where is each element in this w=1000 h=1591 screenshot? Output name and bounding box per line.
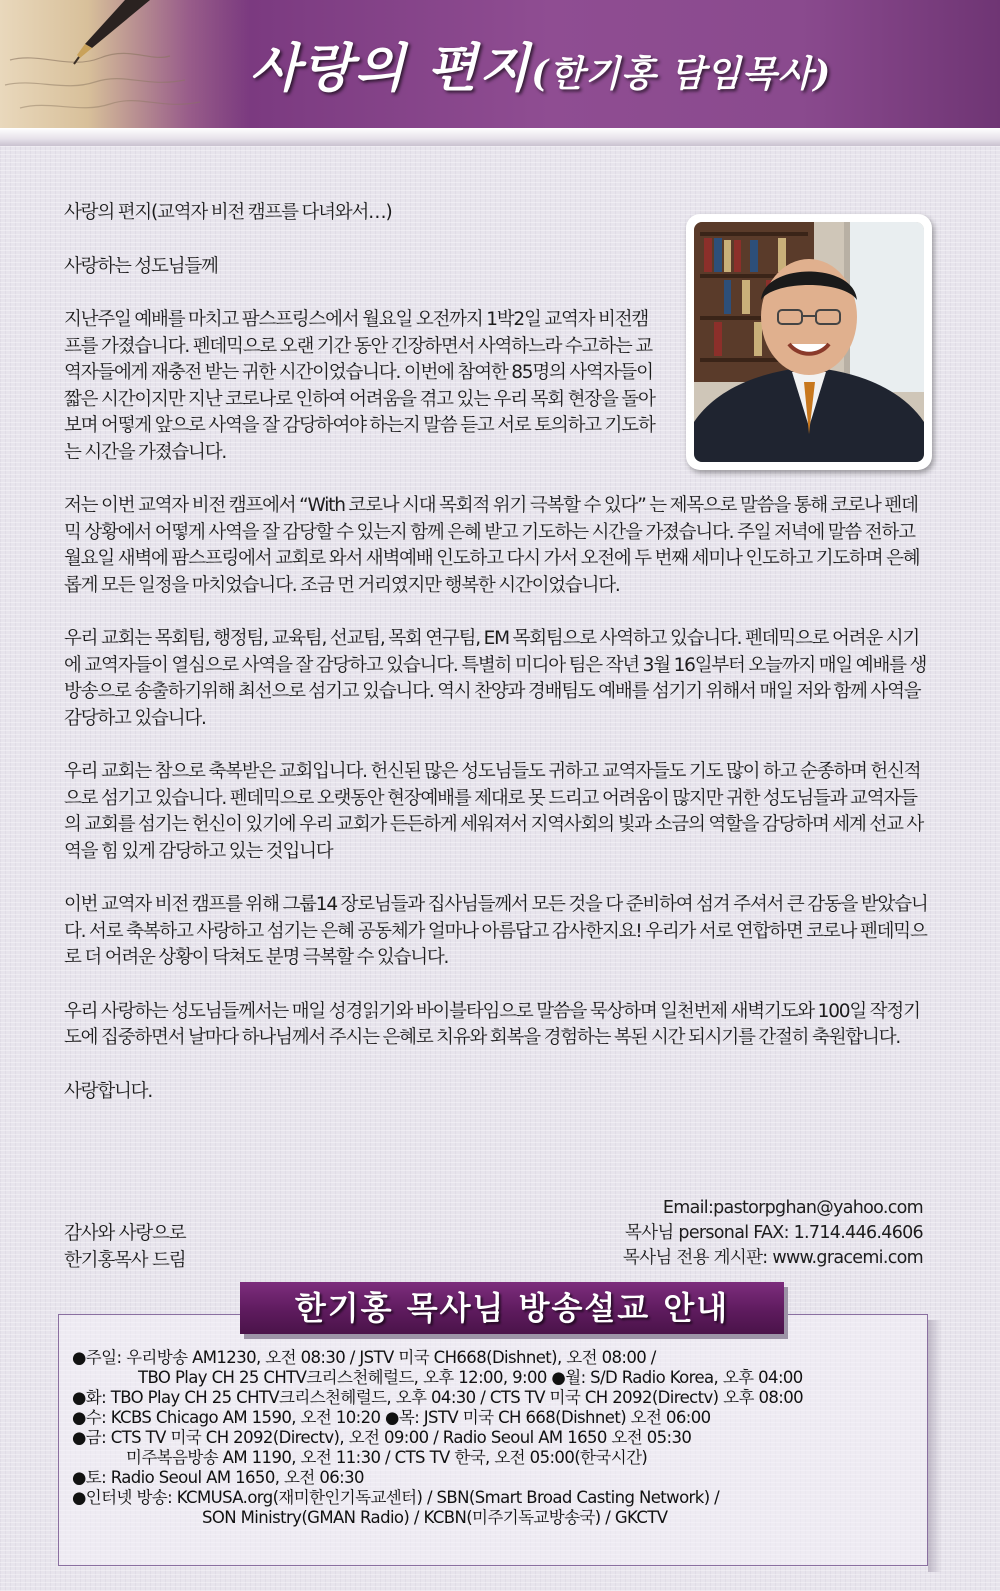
broadcast-line-tuesday: ●화: TBO Play CH 25 CHTV크리스천헤럴드, 오후 04:30 / CTS TV 미국 CH 2092(Directv) 오후 08:00 <box>72 1388 804 1407</box>
contact-info <box>623 1196 923 1271</box>
letter-paragraph: 저는 이번 교역자 비전 캠프에서 “With 코로나 시대 목회적 위기 극복할 수 있다” 는 제목으로 말씀을 통해 코로나 펜데믹 상황에서 어떻게 사역을 잘 감당할 수 있는지 함께 은혜 받고 기도하는 시간을 가졌습니다. 주일 저녁에 말씀 전하고 월요일 새벽에 팜스프링에서 교회로 와서 새벽예배 인도하고 다시 가서 오전에 두 번째 세미나 인도하고 기도하며 은혜롭게 모든 일정을 마치었습니다. 조금 먼 거리였지만 행복한 시간이었습니다. <box>64 495 920 596</box>
letter-paragraph: 우리 사랑하는 성도님들께서는 매일 성경읽기와 바이블타임으로 말씀을 묵상하며 일천번제 새벽기도와 100일 작정기도에 집중하면서 날마다 하나님께서 주시는 은혜로 치유와 회복을 경험하는 복된 시간 되시기를 간절히 축원합니다. <box>64 1000 920 1048</box>
letter-closing: 사랑합니다. <box>64 1080 153 1102</box>
broadcast-schedule-list <box>72 1348 922 1528</box>
header-pen-photo <box>0 0 250 128</box>
broadcast-box-shadow <box>928 1320 942 1572</box>
page-title-main: 사랑의 편지 <box>250 38 532 99</box>
letter-body <box>64 200 932 1105</box>
letter-signature <box>64 1221 185 1274</box>
broadcast-line-friday: ●금: CTS TV 미국 CH 2092(Directv), 오전 09:00 / Radio Seoul AM 1650 오전 05:30 <box>72 1428 692 1447</box>
pastor-portrait-image <box>694 222 924 462</box>
page-title <box>250 26 831 101</box>
fountain-pen-icon <box>30 0 150 70</box>
broadcast-line-sunday: ●주일: 우리방송 AM1230, 오전 08:30 / JSTV 미국 CH668(Dishnet), 오전 08:00 / <box>72 1348 656 1367</box>
broadcast-line-internet: ●인터넷 방송: KCMUSA.org(재미한인기독교센터) / SBN(Smart Broad Casting Network) / <box>72 1488 720 1507</box>
letter-paragraph: 이번 교역자 비전 캠프를 위해 그룹14 장로님들과 집사님들께서 모든 것을 다 준비하여 섬겨 주셔서 큰 감동을 받았습니다. 서로 축복하고 사랑하고 섬기는 은혜 공동체가 얼마나 아름답고 감사한지요! 우리가 서로 연합하면 코로나 펜데믹으로 더 어려운 상황이 닥쳐도 분명 극복할 수 있습니다. <box>64 894 928 968</box>
contact-fax: 목사님 personal FAX: 1.714.446.4606 <box>624 1223 923 1243</box>
header-banner <box>0 0 1000 128</box>
letter-heading: 사랑의 편지(교역자 비전 캠프를 다녀와서…) <box>64 202 392 223</box>
contact-board: 목사님 전용 게시판: www.gracemi.com <box>622 1248 923 1268</box>
letter-paragraph: 우리 교회는 목회팀, 행정팀, 교육팀, 선교팀, 목회 연구팀, EM 목회팀으로 사역하고 있습니다. 펜데믹으로 어려운 시기에 교역자들이 열심으로 사역을 잘 감당하고 있습니다. 특별히 미디아 팀은 작년 3월 16일부터 오늘까지 매일 예배를 생방송으로 송출하기위해 최선으로 섬기고 있습니다. 역시 찬양과 경배팀도 예배를 섬기기 위해서 매일 저와 함께 사역을 감당하고 있습니다. <box>64 628 927 729</box>
broadcast-line-friday-cont: 미주복음방송 AM 1190, 오전 11:30 / CTS TV 한국, 오전 05:00(한국시간) <box>126 1448 648 1467</box>
pastor-photo-frame <box>686 214 932 470</box>
letter-paragraph: 지난주일 예배를 마치고 팜스프링스에서 월요일 오전까지 1박2일 교역자 비전캠프를 가졌습니다. 펜데믹으로 오랜 기간 동안 긴장하면서 사역하느라 수고하는 교역자들에게 재충전 받는 귀한 시간이었습니다. 이번에 참여한 85명의 사역자들이 짧은 시간이지만 지난 코로나로 인하여 어려움을 겪고 있는 우리 목회 현장을 돌아보며 어떻게 앞으로 사역을 잘 감당하여야 하는지 말씀 듣고 서로 토의하고 기도하는 시간을 가졌습니다. <box>64 309 655 463</box>
letter-paragraph: 우리 교회는 참으로 축복받은 교회입니다. 헌신된 많은 성도님들도 귀하고 교역자들도 기도 많이 하고 순종하며 헌신적으로 섬기고 있습니다. 펜데믹으로 오랫동안 현장예배를 제대로 못 드리고 어려움이 많지만 귀한 성도님들과 교역자들의 교회를 섬기는 헌신이 있기에 우리 교회가 든든하게 세워져서 지역사회의 빛과 소금의 역할을 감당하며 세계 선교 사역을 힘 있게 감당하고 있는 것입니다 <box>64 761 924 862</box>
broadcast-banner: 한기홍 목사님 방송설교 안내 <box>240 1282 784 1334</box>
letter-greeting: 사랑하는 성도님들께 <box>64 255 218 277</box>
page-subtitle: (한기홍 담임목사) <box>531 53 832 95</box>
signature-line-2: 한기홍목사 드림 <box>64 1249 186 1271</box>
broadcast-line-wednesday: ●수: KCBS Chicago AM 1590, 오전 10:20 ●목: JSTV 미국 CH 668(Dishnet) 오전 06:00 <box>72 1408 711 1427</box>
broadcast-line-internet-cont: SON Ministry(GMAN Radio) / KCBN(미주기독교방송국) / GKCTV <box>202 1508 668 1527</box>
signature-line-1: 감사와 사랑으로 <box>64 1223 186 1244</box>
broadcast-line-saturday: ●토: Radio Seoul AM 1650, 오전 06:30 <box>72 1468 364 1487</box>
header-divider-band <box>0 128 1000 146</box>
contact-email: Email:pastorpghan@yahoo.com <box>662 1198 923 1218</box>
broadcast-line-sunday-cont: TBO Play CH 25 CHTV크리스천헤럴드, 오후 12:00, 9:00 ●월: S/D Radio Korea, 오후 04:00 <box>138 1368 803 1387</box>
